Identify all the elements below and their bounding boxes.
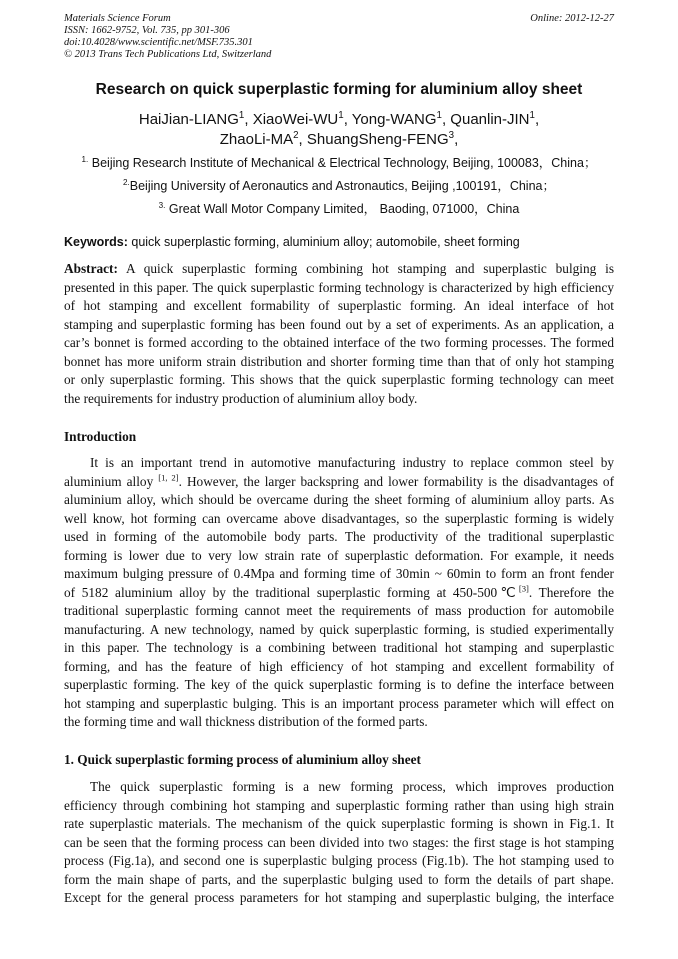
text-segment: can be seen that the forming process can been divided into two stages: the first stage is hot stamping [64, 834, 614, 850]
copyright: © 2013 Trans Tech Publications Ltd, Switzerland [64, 49, 272, 60]
text-line [64, 889, 614, 908]
affiliation-mark: 3. [158, 200, 166, 210]
text-line [64, 390, 614, 409]
introduction-body [64, 454, 614, 732]
authors-line-2: ZhaoLi-$MA^2$, ShuangSheng-FENG$^3$, [219, 130, 459, 148]
keywords-text: quick superplastic forming, aluminium alloy; automobile, sheet forming [127, 235, 520, 249]
keywords [64, 235, 520, 249]
affiliation-text: Beijing University of Aeronautics and Astronautics, Beijing ,100191，China； [129, 179, 555, 193]
text-segment: car’s bonnet is formed according to the obtained interface of the two forming processes. The formed [64, 335, 614, 350]
text-segment: traditional superplastic forming cannot meet the requirements of mass production for automobile [64, 603, 614, 618]
text-line [64, 473, 614, 492]
text-segment: the requirements for industry production of aluminium alloy body. [64, 390, 418, 406]
text-segment: manufacturing. A new technology, named by quick superplastic forming, is studied experimentally [64, 621, 614, 637]
author: , ShuangSheng-FENG [298, 131, 449, 148]
text-line [64, 676, 614, 695]
text-line [64, 260, 614, 279]
affiliation-1 [0, 153, 678, 171]
text-segment: superplastic forming. The key of the quick superplastic forming is to define the interface between [64, 677, 614, 692]
text-segment: or only superplastic forming. This shows that the quick superplastic forming technology can meet [64, 372, 614, 387]
text-line [64, 621, 614, 640]
text-segment: aluminium alloy [64, 473, 159, 489]
text-segment: of 5182 aluminium alloy by the traditional superplastic forming at 450-500℃ [64, 584, 519, 600]
author-affiliation-mark: 2 [293, 130, 299, 141]
text-segment: maximum bulging pressure of 0.4Mpa and forming time of 30min ~ 60min to form an front fender [64, 566, 614, 581]
text-line [64, 510, 614, 529]
author-affiliation-mark: 1 [238, 110, 245, 121]
text-line [64, 279, 614, 298]
text-segment: aluminium alloy, which should be overcame during the sheet forming of aluminium alloy parts. As [64, 492, 614, 507]
text-line [64, 454, 614, 473]
text-segment: process (Fig.1a), and second one is superplastic bulging process (Fig.1b). The hot stamping used to [64, 853, 614, 868]
abstract [64, 260, 614, 408]
authors-line-1: HaiJian-LIANG$^1$, XiaoWei-$WU^1$, Yong-WANG$^1$, Quanlin-JIN$^1$, [138, 110, 540, 128]
text-line [64, 334, 614, 353]
keywords-label: Keywords: [64, 235, 128, 249]
text-segment: Except for the general process parameters for hot stamping and superplastic bulging, the interface [64, 890, 614, 905]
text-segment: used in forming of the automobile body parts. The productivity of the traditional superplastic [64, 529, 614, 544]
affiliation-mark: 2. [122, 177, 130, 187]
text-line [64, 639, 614, 658]
author: , Yong-WANG [343, 111, 437, 128]
affiliation-text: Great Wall Motor Company Limited， Baoding, 071000，China [165, 202, 520, 216]
issn: ISSN: 1662-9752, Vol. 735, pp 301-306 [64, 25, 230, 36]
text-line [64, 371, 614, 390]
affiliation-2 [0, 176, 678, 194]
text-line [64, 658, 614, 677]
introduction-heading: Introduction [64, 429, 137, 444]
text-segment: of hot stamping and excellent formability of superplastic forming. An ideal interface of hot [64, 298, 614, 313]
author-affiliation-mark: 1 [529, 110, 535, 121]
text-segment: . However, the larger backspring and lower formability is the disadvantages of [178, 473, 614, 489]
text-segment: A quick superplastic forming combining hot stamping and superplastic bulging is [117, 261, 614, 276]
citation: [1, 2] [158, 472, 179, 483]
text-line [64, 316, 614, 335]
text-segment: bonnet has more uniform strain distribution and shorter forming time than that of only hot stamping [64, 353, 614, 369]
text-segment: hot stamping and superplastic bulging. This is an important process parameter which will effect on [64, 695, 614, 711]
paper-title: Research on quick superplastic forming for aluminium alloy sheet [95, 81, 583, 98]
text-line [64, 778, 614, 797]
text-segment: efficiency through combining hot stamping and superplastic forming rather than using high strain [64, 797, 614, 813]
text-segment: rate superplastic materials. The mechanism of the quick superplastic forming is shown in Fig.1. It [64, 816, 614, 831]
text-segment: presented in this paper. The quick superplastic forming technology is characterized by high efficiency [64, 279, 614, 295]
affiliation-mark: 1. [81, 154, 89, 164]
text-line [64, 852, 614, 871]
text-line [64, 528, 614, 547]
text-line [64, 565, 614, 584]
section-1-heading: 1. Quick superplastic forming process of aluminium alloy sheet [64, 752, 421, 767]
section-1-body [64, 778, 614, 908]
affiliation-3 [0, 199, 678, 217]
text-line [64, 695, 614, 714]
text-segment: form the main shape of parts, and the superplastic bulging used to form the details of part shape. [64, 871, 614, 887]
text-line [64, 584, 614, 603]
text-segment: stamping and superplastic forming has been found out by a set of experiments. As an application, a [64, 316, 614, 332]
author: HaiJian-LIANG [138, 111, 239, 128]
author: , Quanlin-JIN [441, 111, 530, 128]
author-affiliation-mark: 1 [338, 110, 344, 121]
journal-name: Materials Science Forum [64, 13, 171, 24]
online-date: Online: 2012-12-27 [530, 13, 614, 24]
author: , XiaoWei-WU [244, 111, 339, 128]
text-line [64, 297, 614, 316]
text-line [64, 602, 614, 621]
text-line [64, 547, 614, 566]
abstract-label: Abstract: [64, 261, 118, 276]
text-line [64, 797, 614, 816]
text-line [64, 353, 614, 372]
text-segment: in this paper. The technology is a combining between traditional hot stamping and superplastic [64, 640, 614, 655]
text-line [64, 491, 614, 510]
text-segment: the forming time and wall thickness distribution of the formed parts. [64, 714, 428, 729]
text-segment: forming is lower due to very low strain rate of superplastic deformation. For example, it needs [64, 547, 614, 563]
doi: doi:10.4028/www.scientific.net/MSF.735.301 [64, 37, 253, 48]
text-segment: The quick superplastic forming is a new forming process, which improves production [90, 779, 614, 794]
text-line [64, 834, 614, 853]
text-segment: forming, and has the feature of high efficiency of hot stamping and excellent formability of [64, 658, 614, 674]
text-line [64, 871, 614, 890]
citation: [3] [518, 583, 529, 594]
text-segment: well know, hot forming can overcame above disadvantages, so the superplastic forming is widely [64, 510, 614, 526]
author: ZhaoLi-MA [219, 131, 294, 148]
affiliation-text: Beijing Research Institute of Mechanical & Electrical Technology, Beijing, 100083，China； [88, 156, 597, 170]
text-line [64, 815, 614, 834]
authors [0, 110, 678, 150]
text-line [64, 713, 614, 732]
author-affiliation-mark: 3 [448, 130, 455, 141]
text-segment: It is an important trend in automotive manufacturing industry to replace common steel by [90, 455, 614, 470]
journal-header [64, 13, 271, 61]
author-affiliation-mark: 1 [436, 110, 442, 121]
text-segment: . Therefore the [528, 584, 614, 600]
